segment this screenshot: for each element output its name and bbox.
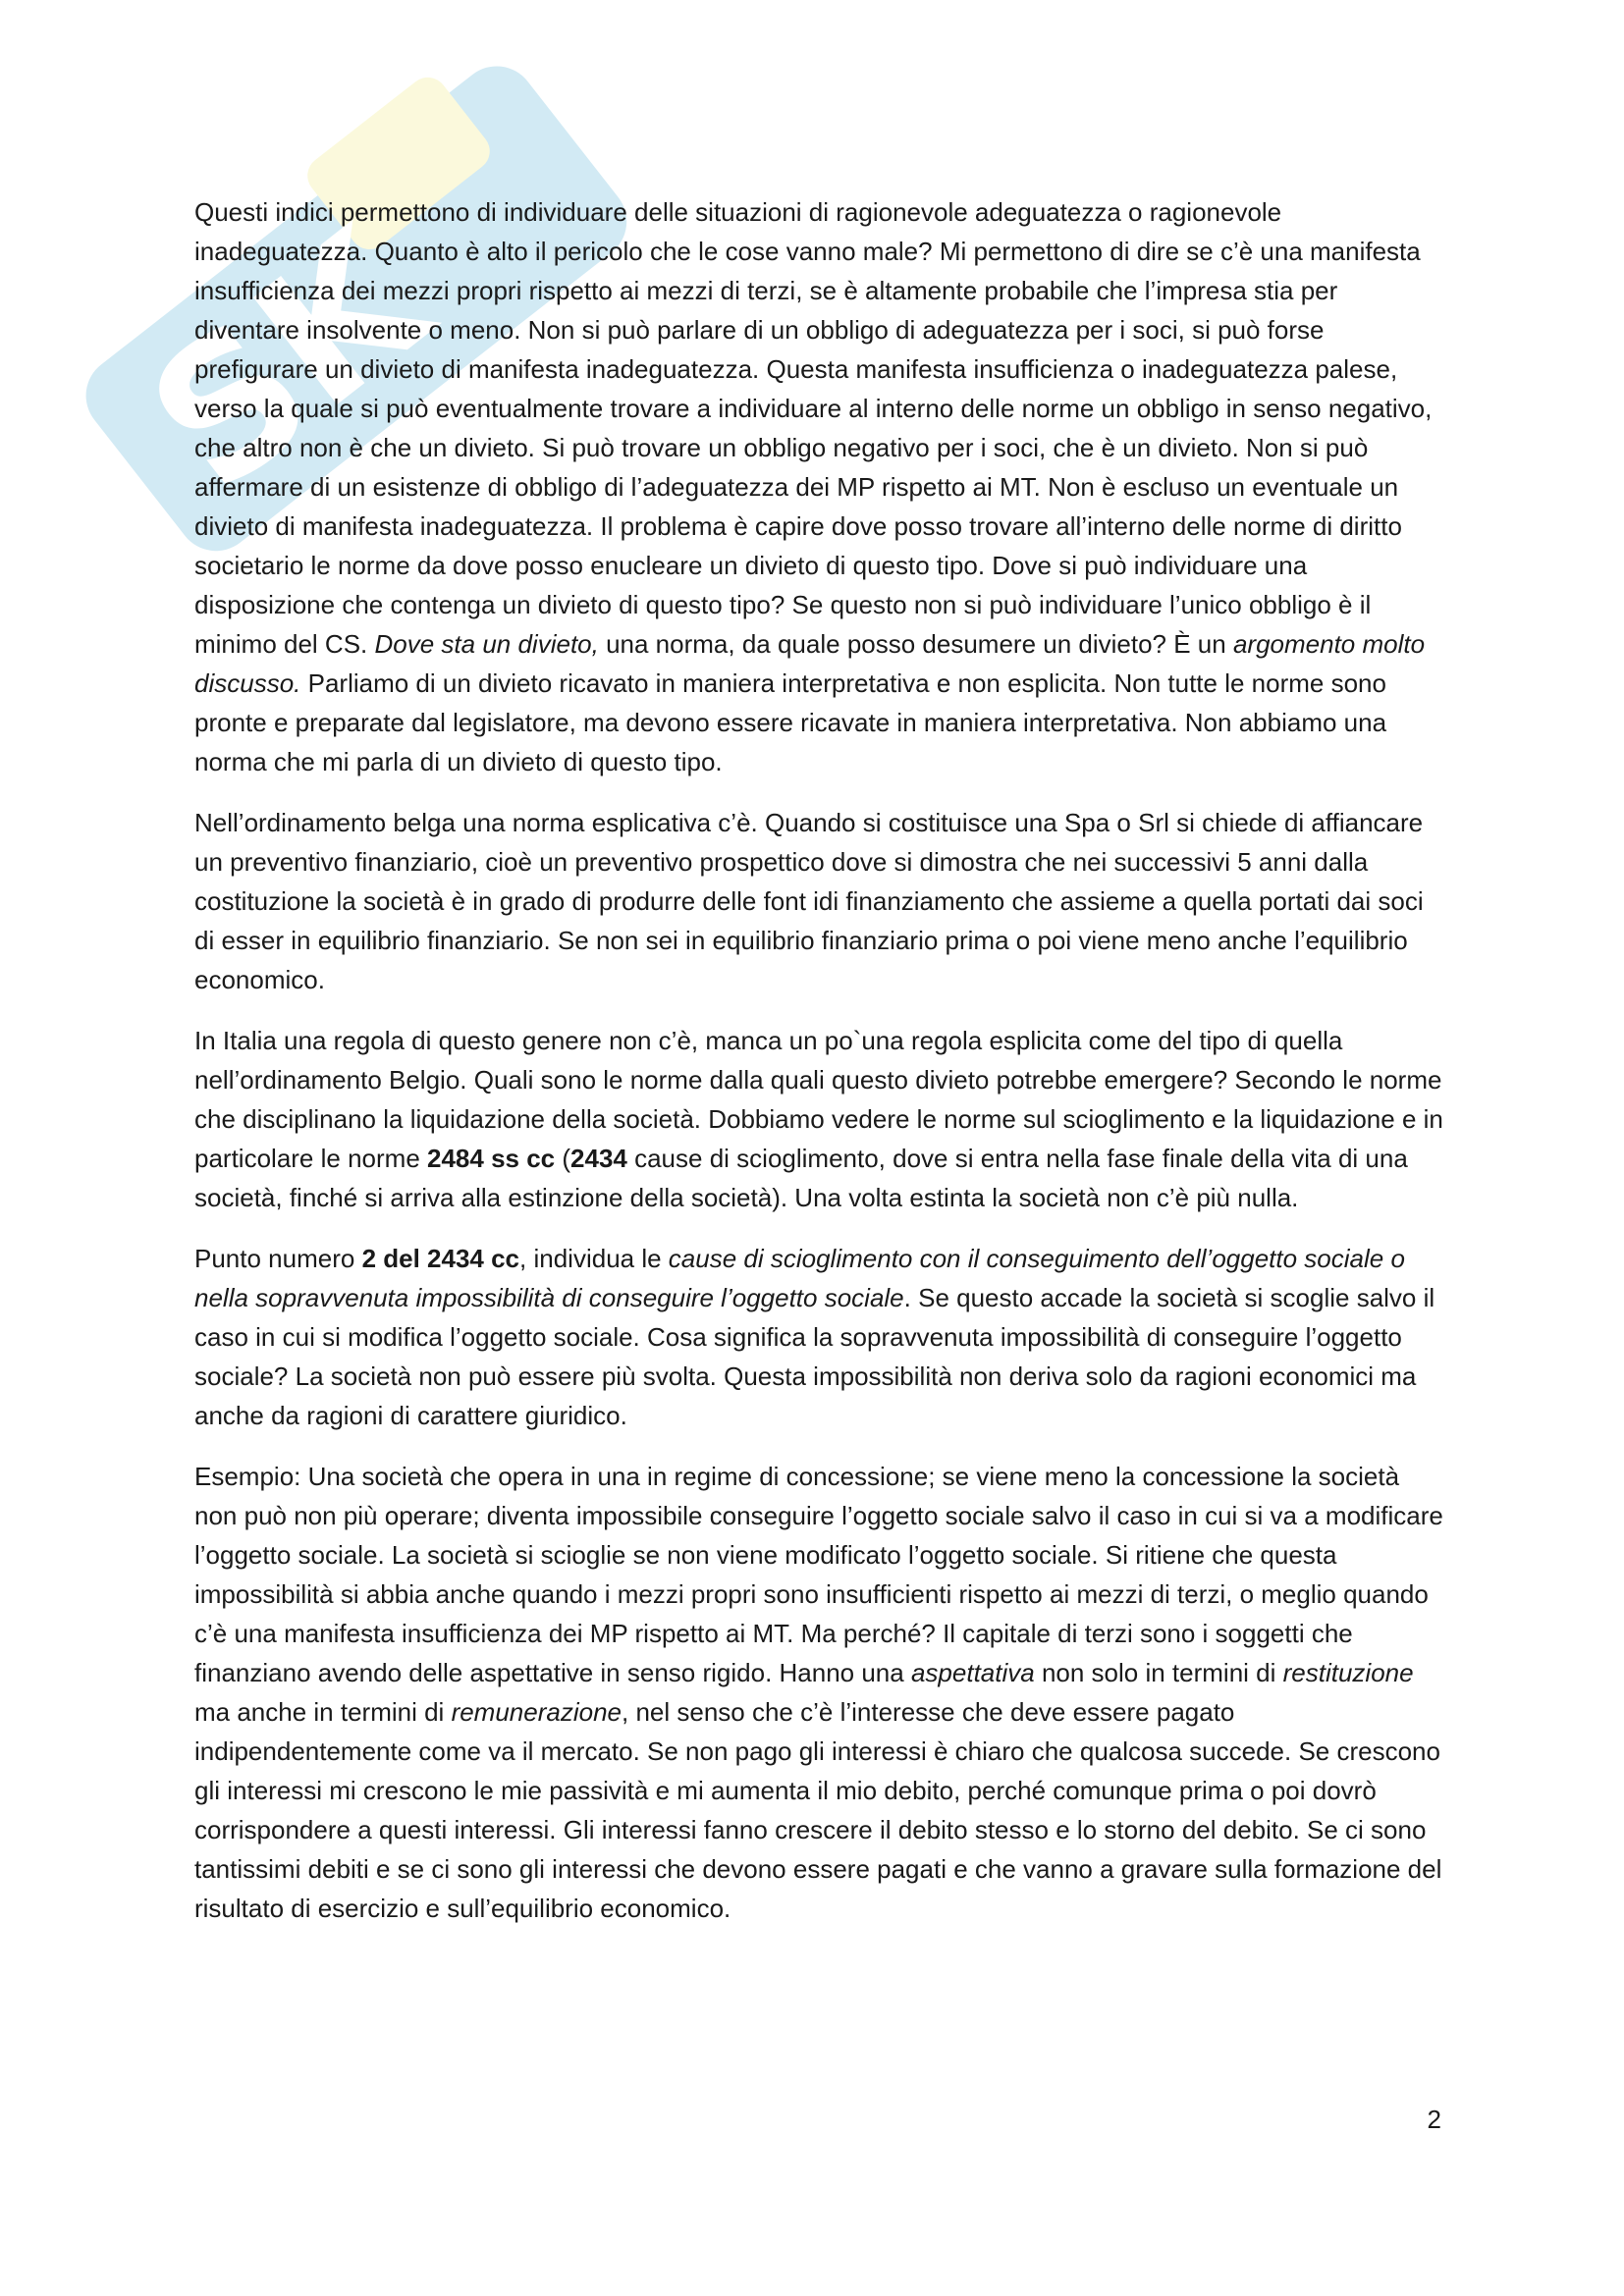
text-run: . Se questo accade la società si scoglie salvo il caso in cui si modifica l’oggetto sociale. Cosa significa la sopravvenuta impossibilità di conseguire l’oggetto sociale? La società non può essere più svolta. Questa impossibilità non deriva solo da ragioni economici ma anche da ragioni di carattere giuridico.	[194, 1283, 1435, 1430]
text-run: Esempio: Una società che opera in una in regime di concessione; se viene meno la concessione la società non può non più operare; diventa impossibile conseguire l’oggetto sociale salvo il caso in cui si va a modificare l’oggetto sociale. La società si scioglie se non viene modificato l’oggetto sociale. Si ritiene che questa impossibilità si abbia anche quando i mezzi propri sono insufficienti rispetto ai mezzi di terzi, o meglio quando c’è una manifesta insufficienza dei MP rispetto ai MT. Ma perché? Il capitale di terzi sono i soggetti che finanziano avendo delle aspettative in senso rigido. Hanno una	[194, 1462, 1443, 1687]
emphasis-text: argomento molto discusso.	[194, 629, 1426, 698]
emphasis-text: cause di scioglimento con il conseguimento dell’oggetto sociale o nella sopravvenuta impossibilità di conseguire l’oggetto sociale	[194, 1244, 1405, 1312]
bold-text: 2484 ss cc	[427, 1144, 556, 1173]
paragraph-4	[194, 1239, 1443, 1435]
text-run: Punto numero	[194, 1244, 362, 1273]
document-body	[194, 192, 1443, 1949]
emphasis-text: remunerazione	[451, 1697, 622, 1727]
text-run: cause di scioglimento, dove si entra nella fase finale della vita di una società, finché si arriva alla estinzione della società). Una volta estinta la società non c’è più nulla.	[194, 1144, 1408, 1212]
text-run: Parliamo di un divieto ricavato in maniera interpretativa e non esplicita. Non tutte le norme sono pronte e preparate dal legislatore, ma devono essere ricavate in maniera interpretativa. Non abbiamo una norma che mi parla di un divieto di questo tipo.	[194, 668, 1387, 776]
paragraph-5	[194, 1457, 1443, 1928]
emphasis-text: restituzione	[1282, 1658, 1414, 1687]
text-run: , nel senso che c’è l’interesse che deve essere pagato indipendentemente come va il mercato. Se non pago gli interessi è chiaro che qualcosa succede. Se crescono gli interessi mi crescono le mie passività e mi aumenta il mio debito, perché comunque prima o poi dovrò corrispondere a questi interessi. Gli interessi fanno crescere il debito stesso e lo storno del debito. Se ci sono tantissimi debiti e se ci sono gli interessi che devono essere pagati e che vanno a gravare sulla formazione del risultato di esercizio e sull’equilibrio economico.	[194, 1697, 1442, 1923]
watermark-letters: SK	[111, 189, 465, 533]
text-run: , individua le	[519, 1244, 669, 1273]
text-run: Nell’ordinamento belga una norma esplicativa c’è. Quando si costituisce una Spa o Srl si chiede di affiancare un preventivo finanziario, cioè un preventivo prospettico dove si dimostra che nei successivi 5 anni dalla costituzione la società è in grado di produrre delle font idi finanziamento che assieme a quella portati dai soci di esser in equilibrio finanziario. Se non sei in equilibrio finanziario prima o poi viene meno anche l’equilibrio economico.	[194, 808, 1424, 994]
paragraph-2	[194, 803, 1443, 999]
paragraph-1	[194, 192, 1443, 781]
text-run: Questi indici permettono di individuare delle situazioni di ragionevole adeguatezza o ragionevole inadeguatezza. Quanto è alto il pericolo che le cose vanno male? Mi permettono di dire se c’è una manifesta insufficienza dei mezzi propri rispetto ai mezzi di terzi, se è altamente probabile che l’impresa stia per diventare insolvente o meno. Non si può parlare di un obbligo di adeguatezza per i soci, si può forse prefigurare un divieto di manifesta inadeguatezza. Questa manifesta insufficienza o inadeguatezza palese, verso la quale si può eventualmente trovare a individuare al interno delle norme un obbligo in senso negativo, che altro non è che un divieto. Si può trovare un obbligo negativo per i soci, che è un divieto. Non si può affermare di un esistenze di obbligo di l’adeguatezza dei MP rispetto ai MT. Non è escluso un eventuale un divieto di manifesta inadeguatezza. Il problema è capire dove posso trovare all’interno delle norme di diritto societario le norme da dove posso enucleare un divieto di questo tipo. Dove si può individuare una disposizione che contenga un divieto di questo tipo? Se questo non si può individuare l’unico obbligo è il minimo del CS.	[194, 197, 1433, 659]
bold-text: 2434	[570, 1144, 627, 1173]
bold-text: 2 del 2434 cc	[361, 1244, 520, 1273]
text-run: una norma, da quale posso desumere un divieto? È un	[598, 629, 1233, 659]
text-run: In Italia una regola di questo genere non c’è, manca un po`una regola esplicita come del tipo di quella nell’ordinamento Belgio. Quali sono le norme dalla quali questo divieto potrebbe emergere? Secondo le norme che disciplinano la liquidazione della società. Dobbiamo vedere le norme sul scioglimento e la liquidazione e in particolare le norme	[194, 1026, 1443, 1173]
emphasis-text: Dove sta un divieto,	[374, 629, 599, 659]
text-run: (	[555, 1144, 571, 1173]
page-number: 2	[1427, 2105, 1441, 2134]
text-run: ma anche in termini di	[194, 1697, 452, 1727]
text-run: non solo in termini di	[1034, 1658, 1283, 1687]
emphasis-text: aspettativa	[910, 1658, 1035, 1687]
paragraph-3	[194, 1021, 1443, 1217]
